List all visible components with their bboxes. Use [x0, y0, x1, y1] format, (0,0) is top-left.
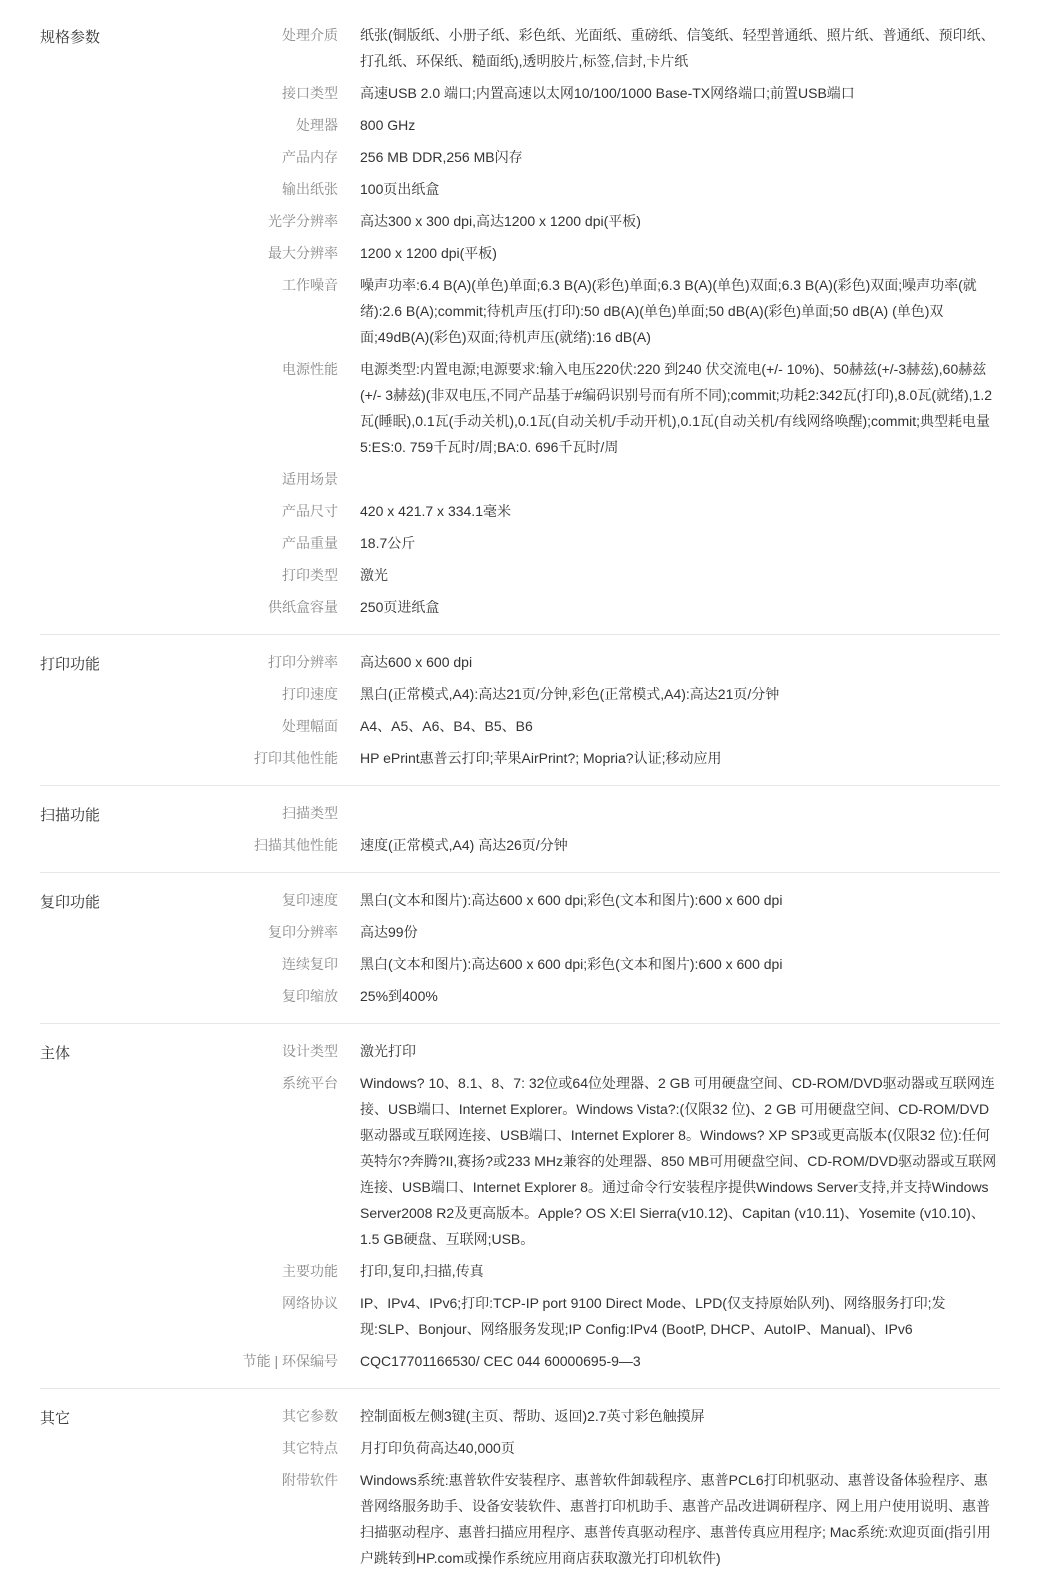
spec-row-value: 控制面板左侧3键(主页、帮助、返回)2.7英寸彩色触摸屏: [360, 1408, 705, 1424]
spec-row: [200, 951, 1000, 977]
spec-row: [200, 80, 1000, 106]
spec-row: [200, 112, 1000, 138]
spec-row-label: 复印速度: [282, 892, 338, 908]
spec-row-value: 高速USB 2.0 端口;内置高速以太网10/100/1000 Base-TX网络端口;前置USB端口: [360, 85, 855, 101]
spec-group-other: [40, 1389, 1000, 1585]
spec-row-label: 网络协议: [282, 1295, 338, 1311]
spec-row: [200, 356, 1000, 460]
spec-row-label: 其它特点: [282, 1440, 338, 1456]
spec-row: [200, 594, 1000, 620]
spec-row: [200, 983, 1000, 1009]
spec-row-value: 800 GHz: [360, 117, 416, 133]
spec-row-value: 黑白(文本和图片):高达600 x 600 dpi;彩色(文本和图片):600 x 600 dpi: [360, 892, 783, 908]
spec-row: [200, 1348, 1000, 1374]
spec-group-print: [40, 635, 1000, 786]
spec-row-label: 复印分辨率: [268, 924, 338, 940]
spec-row-label: 打印类型: [282, 567, 338, 583]
spec-group-copy: [40, 873, 1000, 1024]
spec-row-label: 扫描其他性能: [254, 837, 338, 853]
spec-row-value: 100页出纸盒: [360, 181, 440, 197]
spec-row: [200, 1038, 1000, 1064]
spec-row-label: 打印速度: [282, 686, 338, 702]
spec-row-label: 设计类型: [282, 1043, 338, 1059]
spec-row-label: 产品内存: [282, 149, 338, 165]
spec-row: [200, 466, 1000, 492]
spec-row-value: 高达600 x 600 dpi: [360, 654, 473, 670]
spec-row: [200, 144, 1000, 170]
group-title: 复印功能: [40, 894, 101, 911]
spec-row: [200, 22, 1000, 74]
spec-row: [200, 498, 1000, 524]
spec-row-label: 电源性能: [282, 361, 338, 377]
spec-row-label: 输出纸张: [282, 181, 338, 197]
spec-row-label: 光学分辨率: [268, 213, 338, 229]
spec-row: [200, 1070, 1000, 1252]
spec-row-label: 连续复印: [282, 956, 338, 972]
spec-row: [200, 176, 1000, 202]
group-rows: [200, 22, 1000, 620]
spec-row: [200, 919, 1000, 945]
spec-row-value: CQC17701166530/ CEC 044 60000695-9—3: [360, 1353, 641, 1369]
spec-row-value: 激光: [360, 567, 388, 583]
spec-row-value: Windows系统:惠普软件安装程序、惠普软件卸载程序、惠普PCL6打印机驱动、惠普设备体验程序、惠普网络服务助手、设备安装软件、惠普打印机助手、惠普产品改进调研程序、网上用户使用说明、惠普扫描驱动程序、惠普扫描应用程序、惠普传真驱动程序、惠普传真应用程序; Mac系统:欢迎页面(指引用户跳转到HP.com或操作系统应用商店获取激光打印机软件): [360, 1472, 991, 1566]
group-title: 规格参数: [40, 29, 101, 46]
spec-row-label: 最大分辨率: [268, 245, 338, 261]
spec-row-value: 25%到400%: [360, 988, 438, 1004]
spec-row-value: 250页进纸盒: [360, 599, 440, 615]
spec-row-label: 工作噪音: [282, 277, 338, 293]
spec-row-value: 高达99份: [360, 924, 418, 940]
spec-row-value: 纸张(铜版纸、小册子纸、彩色纸、光面纸、重磅纸、信笺纸、轻型普通纸、照片纸、普通纸、预印纸、打孔纸、环保纸、糙面纸),透明胶片,标签,信封,卡片纸: [360, 27, 995, 69]
group-rows: [200, 1038, 1000, 1374]
group-title: 扫描功能: [40, 807, 101, 824]
spec-row-label: 扫描类型: [282, 805, 338, 821]
spec-row-label: 打印其他性能: [254, 750, 338, 766]
spec-row: [200, 272, 1000, 350]
spec-row-label: 附带软件: [282, 1472, 338, 1488]
spec-row-value: [360, 800, 1000, 826]
spec-row-label: 产品重量: [282, 535, 338, 551]
group-title: 主体: [40, 1045, 71, 1062]
spec-row-value: 420 x 421.7 x 334.1毫米: [360, 503, 511, 519]
spec-row-value: 速度(正常模式,A4) 高达26页/分钟: [360, 837, 568, 853]
spec-row-value: 1200 x 1200 dpi(平板): [360, 245, 497, 261]
spec-row-value: 电源类型:内置电源;电源要求:输入电压220伏:220 到240 伏交流电(+/- 10%)、50赫兹(+/-3赫兹),60赫兹(+/- 3赫兹)(非双电压,不同产品基于#编码识别号而有所不同);commit;功耗2:342瓦(打印),8.0瓦(就绪),1.2瓦(睡眠),0.1瓦(手动关机),0.1瓦(自动关机/手动开机),0.1瓦(自动关机/有线网络唤醒);commit;典型耗电量5:ES:0. 759千瓦时/周;BA:0. 696千瓦时/周: [360, 361, 993, 455]
spec-row-value: A4、A5、A6、B4、B5、B6: [360, 718, 533, 734]
spec-row: [200, 745, 1000, 771]
spec-row-value: 18.7公斤: [360, 535, 416, 551]
spec-row: [200, 240, 1000, 266]
spec-row-label: 系统平台: [282, 1075, 338, 1091]
group-rows: [200, 800, 1000, 858]
spec-row: [200, 713, 1000, 739]
spec-row: [200, 832, 1000, 858]
spec-row: [200, 530, 1000, 556]
spec-row-label: 处理器: [296, 117, 338, 133]
spec-group-body: [40, 1024, 1000, 1389]
spec-row-value: IP、IPv4、IPv6;打印:TCP-IP port 9100 Direct Mode、LPD(仅支持原始队列)、网络服务打印;发现:SLP、Bonjour、网络服务发现;IP Config:IPv4 (BootP, DHCP、AutoIP、Manual)、IPv6: [360, 1295, 946, 1337]
group-title: 其它: [40, 1410, 71, 1427]
spec-row-label: 复印缩放: [282, 988, 338, 1004]
spec-row: [200, 208, 1000, 234]
spec-row-value: 256 MB DDR,256 MB闪存: [360, 149, 523, 165]
spec-row-label: 打印分辨率: [268, 654, 338, 670]
spec-row: [200, 1290, 1000, 1342]
spec-row-label: 处理介质: [282, 27, 338, 43]
spec-row: [200, 1435, 1000, 1461]
group-rows: [200, 649, 1000, 771]
spec-row-value: HP ePrint惠普云打印;苹果AirPrint?; Mopria?认证;移动应用: [360, 750, 722, 766]
spec-row: [200, 887, 1000, 913]
spec-row-value: 黑白(文本和图片):高达600 x 600 dpi;彩色(文本和图片):600 x 600 dpi: [360, 956, 783, 972]
spec-row: [200, 562, 1000, 588]
spec-row: [200, 1467, 1000, 1571]
spec-row: [200, 1403, 1000, 1429]
spec-row-value: Windows? 10、8.1、8、7: 32位或64位处理器、2 GB 可用硬盘空间、CD-ROM/DVD驱动器或互联网连接、USB端口、Internet Explorer。Windows Vista?:(仅限32 位)、2 GB 可用硬盘空间、CD-ROM/DVD驱动器或互联网连接、USB端口、Internet Explorer 8。Windows? XP SP3或更高版本(仅限32 位):任何英特尔?奔腾?II,赛扬?或233 MHz兼容的处理器、850 MB可用硬盘空间、CD-ROM/DVD驱动器或互联网连接、USB端口、Internet Explorer 8。通过命令行安装程序提供Windows Server支持,并支持Windows Server2008 R2及更高版本。Apple? OS X:El Sierra(v10.12)、Capitan (v10.11)、Yosemite (v10.10)、1.5 GB硬盘、互联网;USB。: [360, 1075, 997, 1247]
spec-row: [200, 1258, 1000, 1284]
group-title: 打印功能: [40, 656, 101, 673]
group-rows: [200, 1403, 1000, 1571]
spec-row-label: 处理幅面: [282, 718, 338, 734]
spec-row-value: [360, 466, 1000, 492]
spec-row-label: 适用场景: [282, 471, 338, 487]
group-rows: [200, 887, 1000, 1009]
spec-row-label: 供纸盒容量: [268, 599, 338, 615]
spec-row-label: 节能 | 环保编号: [242, 1353, 338, 1369]
spec-row-value: 月打印负荷高达40,000页: [360, 1440, 515, 1456]
spec-row-label: 其它参数: [282, 1408, 338, 1424]
spec-group-specifications: [40, 8, 1000, 635]
spec-row: [200, 649, 1000, 675]
spec-row-value: 高达300 x 300 dpi,高达1200 x 1200 dpi(平板): [360, 213, 641, 229]
spec-group-scan: [40, 786, 1000, 873]
spec-row-value: 激光打印: [360, 1043, 416, 1059]
spec-row-label: 主要功能: [282, 1263, 338, 1279]
spec-row-value: 打印,复印,扫描,传真: [360, 1263, 484, 1279]
spec-row-label: 接口类型: [282, 85, 338, 101]
spec-row: [200, 681, 1000, 707]
spec-row-label: 产品尺寸: [282, 503, 338, 519]
spec-row-value: 噪声功率:6.4 B(A)(单色)单面;6.3 B(A)(彩色)单面;6.3 B(A)(单色)双面;6.3 B(A)(彩色)双面;噪声功率(就绪):2.6 B(A);commit;待机声压(打印):50 dB(A)(单色)单面;50 dB(A)(彩色)单面;50 dB(A) (单色)双面;49dB(A)(彩色)双面;待机声压(就绪):16 dB(A): [360, 277, 977, 345]
top-spacer: [40, 0, 1000, 8]
spec-row-value: 黑白(正常模式,A4):高达21页/分钟,彩色(正常模式,A4):高达21页/分钟: [360, 686, 780, 702]
spec-row: [200, 800, 1000, 826]
